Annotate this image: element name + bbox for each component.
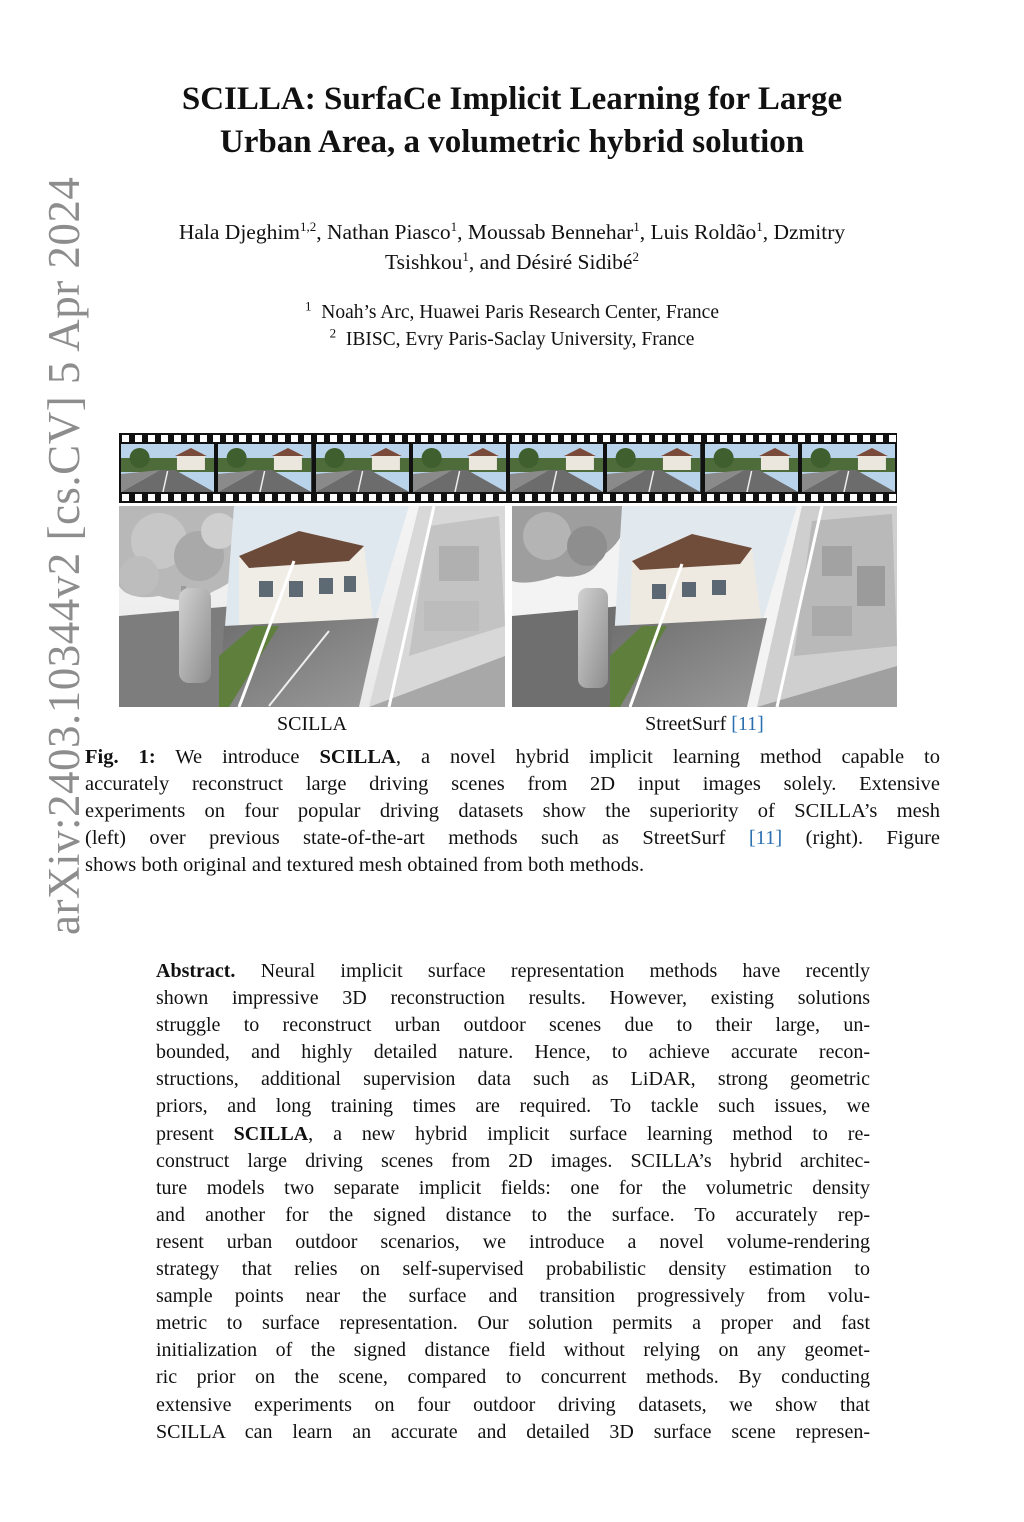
input-frame bbox=[121, 444, 214, 492]
input-frame bbox=[413, 444, 506, 492]
author-name: Hala Djeghim bbox=[178, 220, 301, 244]
figure-number: Fig. 1: bbox=[85, 746, 156, 768]
author-line-2 bbox=[80, 247, 944, 277]
scilla-mesh-image bbox=[119, 506, 505, 707]
abstract-line: present SCILLA, a new hybrid implicit surface learning method to re- bbox=[156, 1122, 870, 1145]
caption-line: (left) over previous state-of-the-art methods such as StreetSurf [11] (right). Figure bbox=[85, 827, 940, 849]
abstract-line: priors, and long training times are required. To tackle such issues, we bbox=[156, 1095, 870, 1118]
input-frames-filmstrip bbox=[119, 433, 897, 503]
scilla-panel-label: SCILLA bbox=[277, 713, 347, 735]
arxiv-identifier: arXiv:2403.10344v2 [cs.CV] 5 Apr 2024 bbox=[39, 176, 89, 935]
paper-title bbox=[100, 78, 924, 164]
affiliation-2 bbox=[100, 327, 924, 353]
abstract-line: and another for the signed distance to the surface. To accurately rep- bbox=[156, 1203, 870, 1226]
author-name: Tsishkou bbox=[385, 250, 463, 274]
streetsurf-mesh-panel bbox=[512, 506, 897, 707]
abstract-line: initialization of the signed distance field without relying on any geomet- bbox=[156, 1339, 870, 1362]
author-separator: , and bbox=[468, 250, 517, 274]
title-line-1: SCILLA: SurfaCe Implicit Learning for Large bbox=[181, 81, 843, 117]
affiliation-number: 1 bbox=[304, 298, 312, 314]
affiliation-text: IBISC, Evry Paris-Saclay University, France bbox=[345, 329, 695, 350]
citation-link[interactable]: [11] bbox=[731, 713, 764, 735]
abstract-line: SCILLA can learn an accurate and detailed 3D surface scene represen- bbox=[156, 1420, 870, 1443]
film-perforations-top bbox=[119, 435, 897, 442]
author-separator: , bbox=[639, 220, 651, 244]
abstract-line: struggle to reconstruct urban outdoor scenes due to their large, un- bbox=[156, 1014, 870, 1037]
input-frame bbox=[705, 444, 798, 492]
abstract-line: bounded, and highly detailed nature. Hence, to achieve accurate recon- bbox=[156, 1041, 870, 1064]
abstract-line: construct large driving scenes from 2D images. SCILLA’s hybrid architec- bbox=[156, 1149, 870, 1172]
film-perforations-bottom bbox=[119, 494, 897, 501]
author-affiliation-mark: 1 bbox=[450, 218, 458, 234]
author-affiliation-mark: 1,2 bbox=[300, 218, 317, 234]
author-name: Luis Roldão bbox=[650, 220, 757, 244]
caption-line: Fig. 1: We introduce SCILLA, a novel hybrid implicit learning method capable to bbox=[85, 746, 941, 768]
author-affiliation-mark: 1 bbox=[462, 248, 469, 264]
abstract-line: shown impressive 3D reconstruction results. However, existing solutions bbox=[156, 987, 870, 1010]
abstract-line: ture models two separate implicit fields: one for the volumetric density bbox=[156, 1176, 870, 1199]
author-separator: , bbox=[316, 220, 328, 244]
author-line-1 bbox=[80, 217, 944, 247]
method-name: SCILLA bbox=[233, 1122, 309, 1145]
author-affiliation-mark: 2 bbox=[632, 248, 639, 264]
method-name: SCILLA bbox=[319, 746, 396, 768]
author-affiliation-mark: 1 bbox=[633, 218, 640, 234]
affiliation-1 bbox=[100, 300, 924, 326]
caption-line: shows both original and textured mesh obtained from both methods. bbox=[85, 854, 645, 876]
author-affiliation-mark: 1 bbox=[756, 218, 763, 234]
input-frame bbox=[316, 444, 409, 492]
streetsurf-mesh-image bbox=[512, 506, 897, 707]
author-separator: , bbox=[457, 220, 468, 244]
input-frame bbox=[218, 444, 311, 492]
input-frame bbox=[607, 444, 700, 492]
abstract-line: sample points near the surface and transition progressively from volu- bbox=[156, 1285, 870, 1308]
abstract-heading: Abstract. bbox=[156, 960, 236, 982]
author-name: Moussab Bennehar bbox=[467, 220, 634, 244]
abstract bbox=[156, 958, 870, 1446]
author-separator: , Dzmitry bbox=[762, 220, 846, 244]
abstract-line: resent urban outdoor scenarios, we introduce a novel volume-rendering bbox=[156, 1230, 870, 1253]
streetsurf-panel-label bbox=[512, 711, 897, 737]
title-line-2: Urban Area, a volumetric hybrid solution bbox=[219, 124, 805, 160]
abstract-line: metric to surface representation. Our solution permits a proper and fast bbox=[156, 1312, 870, 1335]
streetsurf-label-text: StreetSurf bbox=[645, 713, 732, 735]
input-frame bbox=[802, 444, 895, 492]
abstract-line: structions, additional supervision data such as LiDAR, strong geometric bbox=[156, 1068, 870, 1091]
citation-link[interactable]: [11] bbox=[748, 827, 783, 849]
author-name: Nathan Piasco bbox=[327, 220, 451, 244]
abstract-line: extensive experiments on four outdoor driving datasets, we show that bbox=[156, 1393, 870, 1416]
author-list bbox=[80, 217, 944, 277]
affiliation-text: Noah’s Arc, Huawei Paris Research Center, France bbox=[321, 302, 719, 323]
input-frame bbox=[510, 444, 603, 492]
figure-caption bbox=[85, 744, 940, 879]
affiliation-number: 2 bbox=[329, 325, 337, 341]
author-name: Désiré Sidibé bbox=[516, 250, 633, 274]
caption-line: experiments on four popular driving datasets show the superiority of SCILLA’s mesh bbox=[85, 800, 940, 822]
abstract-line: Abstract. Neural implicit surface representation methods have recently bbox=[156, 960, 870, 982]
abstract-line: ric prior on the scene, compared to concurrent methods. By conducting bbox=[156, 1366, 870, 1389]
caption-line: accurately reconstruct large driving scenes from 2D input images solely. Extensive bbox=[85, 773, 940, 795]
scilla-mesh-panel bbox=[119, 506, 505, 707]
abstract-line: strategy that relies on self-supervised probabilistic density estimation to bbox=[156, 1258, 870, 1281]
